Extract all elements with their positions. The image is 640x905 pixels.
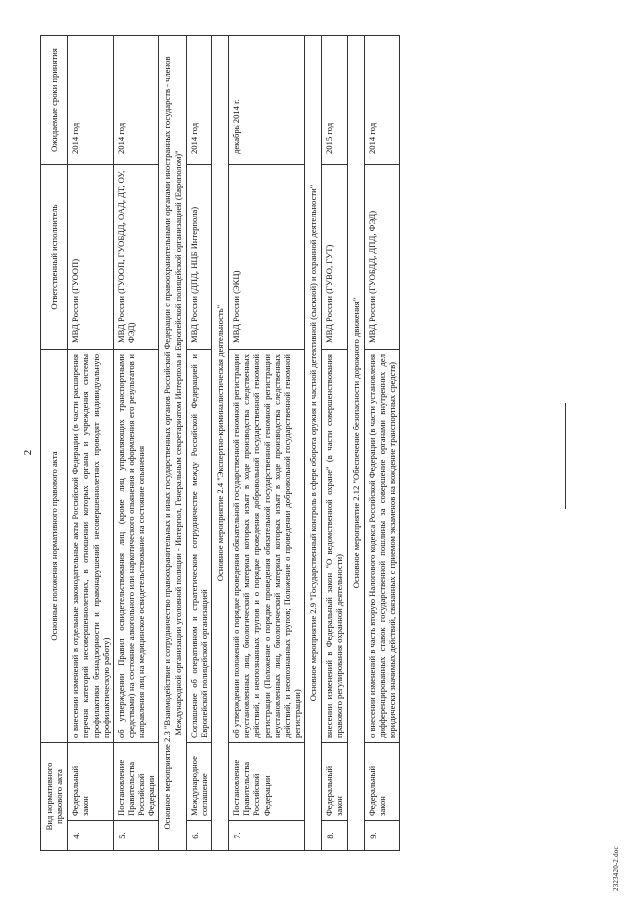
row-executor: МВД России (ЭКЦ): [229, 165, 305, 350]
row-main-provisions: о внесении изменений в часть вторую Налогового кодекса Российской Федерации (в части установления дифференцированных ставок государственной пошлины за совершение органами внутренних дел юридически значимых действий, связанных с приемом экзаменов на вождение транспортных средств): [364, 350, 399, 743]
table-row: [229, 36, 305, 851]
row-act-type: Федеральный закон: [68, 743, 114, 821]
section-row: [347, 36, 364, 851]
section-title-2-12: Основное мероприятие 2.12 "Обеспечение безопасности дорожного движения": [347, 36, 364, 851]
header-date: Ожидаемые сроки принятия: [41, 36, 68, 165]
row-number: 5.: [113, 821, 159, 851]
row-main-provisions: об утверждении положений о порядке проведения обязательной государственной геномной регистрации неустановленных лиц, биологический материал которых изъят в ходе производства следственных действий, и неопознанных трупов и о порядке проведения добровольной государственной геномной регистрации (Положение о порядке проведения обязательной государственной геномной регистрации неустановленных лиц, биологический материал которых изъят в ходе производства следственных действий, и неопознанных трупов; Положение о проведении добровольной государственной геномной регистрации): [229, 350, 305, 743]
section-row: [159, 36, 186, 851]
table-row: [68, 36, 114, 851]
row-act-type: Международное соглашение: [186, 743, 211, 821]
row-number: 8.: [322, 821, 347, 851]
page-number: 2: [22, 449, 34, 456]
row-act-type: Постановление Правительства Российской Федерации: [229, 743, 305, 821]
section-row: [305, 36, 322, 851]
table-header-row: [41, 36, 68, 851]
row-executor: МВД России (ГУООП, ГУОБДД, ОАД, ДТ, ОУ, ФЭД): [113, 165, 159, 350]
row-number: 7.: [229, 821, 305, 851]
row-act-type: Постановление Правительства Российской Федерации: [113, 743, 159, 821]
row-date: 2014 год: [186, 36, 211, 165]
section-title-2-9: Основное мероприятие 2.9 "Государственный контроль в сфере оборота оружия и частной детективной (сыскной) и охранной деятельности": [305, 36, 322, 851]
row-executor: МВД России (ДПД, НЦБ Интерпола): [186, 165, 211, 350]
header-executor: Ответственный исполнитель: [41, 165, 68, 350]
header-act-type: Вид нормативного правового акта: [41, 743, 68, 851]
row-number: 6.: [186, 821, 211, 851]
section-title-2-3: Основное мероприятие 2.3 "Взаимодействие и сотрудничество правоохранительных и иных государственных органов Российской Федерации с правоохранительными органами иностранных государств - членов Международной организации уголовной полиции - Интерпол, Генеральным секретариатом Интерпола и Европейской полицейской организацией (Европолом)": [159, 36, 186, 851]
row-main-provisions: о внесении изменений в отдельные законодательные акты Российской Федерации (в части расширения перечня категорий несовершеннолетних, в отношении которых органы и учреждения системы профилактики безнадзорности и правонарушений несовершеннолетних проводят индивидуальную профилактическую работу): [68, 350, 114, 743]
row-executor: МВД России (ГУВО, ГУТ): [322, 165, 347, 350]
section-row: [211, 36, 228, 851]
row-date: декабрь 2014 г.: [229, 36, 305, 165]
row-number: 4.: [68, 821, 114, 851]
separator-line: [565, 403, 566, 509]
row-executor: МВД России (ГУОБДД, ДПД, ФЭД): [364, 165, 399, 350]
row-number: 9.: [364, 821, 399, 851]
legal-acts-table: [40, 35, 400, 851]
table-row: [364, 36, 399, 851]
header-main-provisions: Основные положения нормативного правового акта: [41, 350, 68, 743]
row-date: 2014 год: [68, 36, 114, 165]
row-date: 2015 год: [322, 36, 347, 165]
row-act-type: Федеральный закон: [322, 743, 347, 821]
row-main-provisions: об утверждении Правил освидетельствования лиц (кроме лиц управляющих транспортными средствами) на состояние алкогольного или наркотического опьянения и оформления его результатов и направления лиц на медицинское освидетельствование на состояние опьянения: [113, 350, 159, 743]
row-executor: МВД России (ГУООП): [68, 165, 114, 350]
section-title-2-4: Основное мероприятие 2.4 "Экспертно-криминалистическая деятельность": [211, 36, 228, 851]
table-row: [322, 36, 347, 851]
table-row: [186, 36, 211, 851]
row-date: 2014 год: [364, 36, 399, 165]
table-row: [113, 36, 159, 851]
row-date: 2014 год: [113, 36, 159, 165]
row-main-provisions: внесении изменений в Федеральный закон "О ведомственной охране" (в части совершенствования правового регулирования охранной деятельности): [322, 350, 347, 743]
row-main-provisions: Соглашение об оперативном и стратегическом сотрудничестве между Российской Федерацией и Европейской полицейской организацией: [186, 350, 211, 743]
footer-file-code: 2323420-2.doc: [612, 846, 620, 891]
row-act-type: Федеральный закон: [364, 743, 399, 821]
